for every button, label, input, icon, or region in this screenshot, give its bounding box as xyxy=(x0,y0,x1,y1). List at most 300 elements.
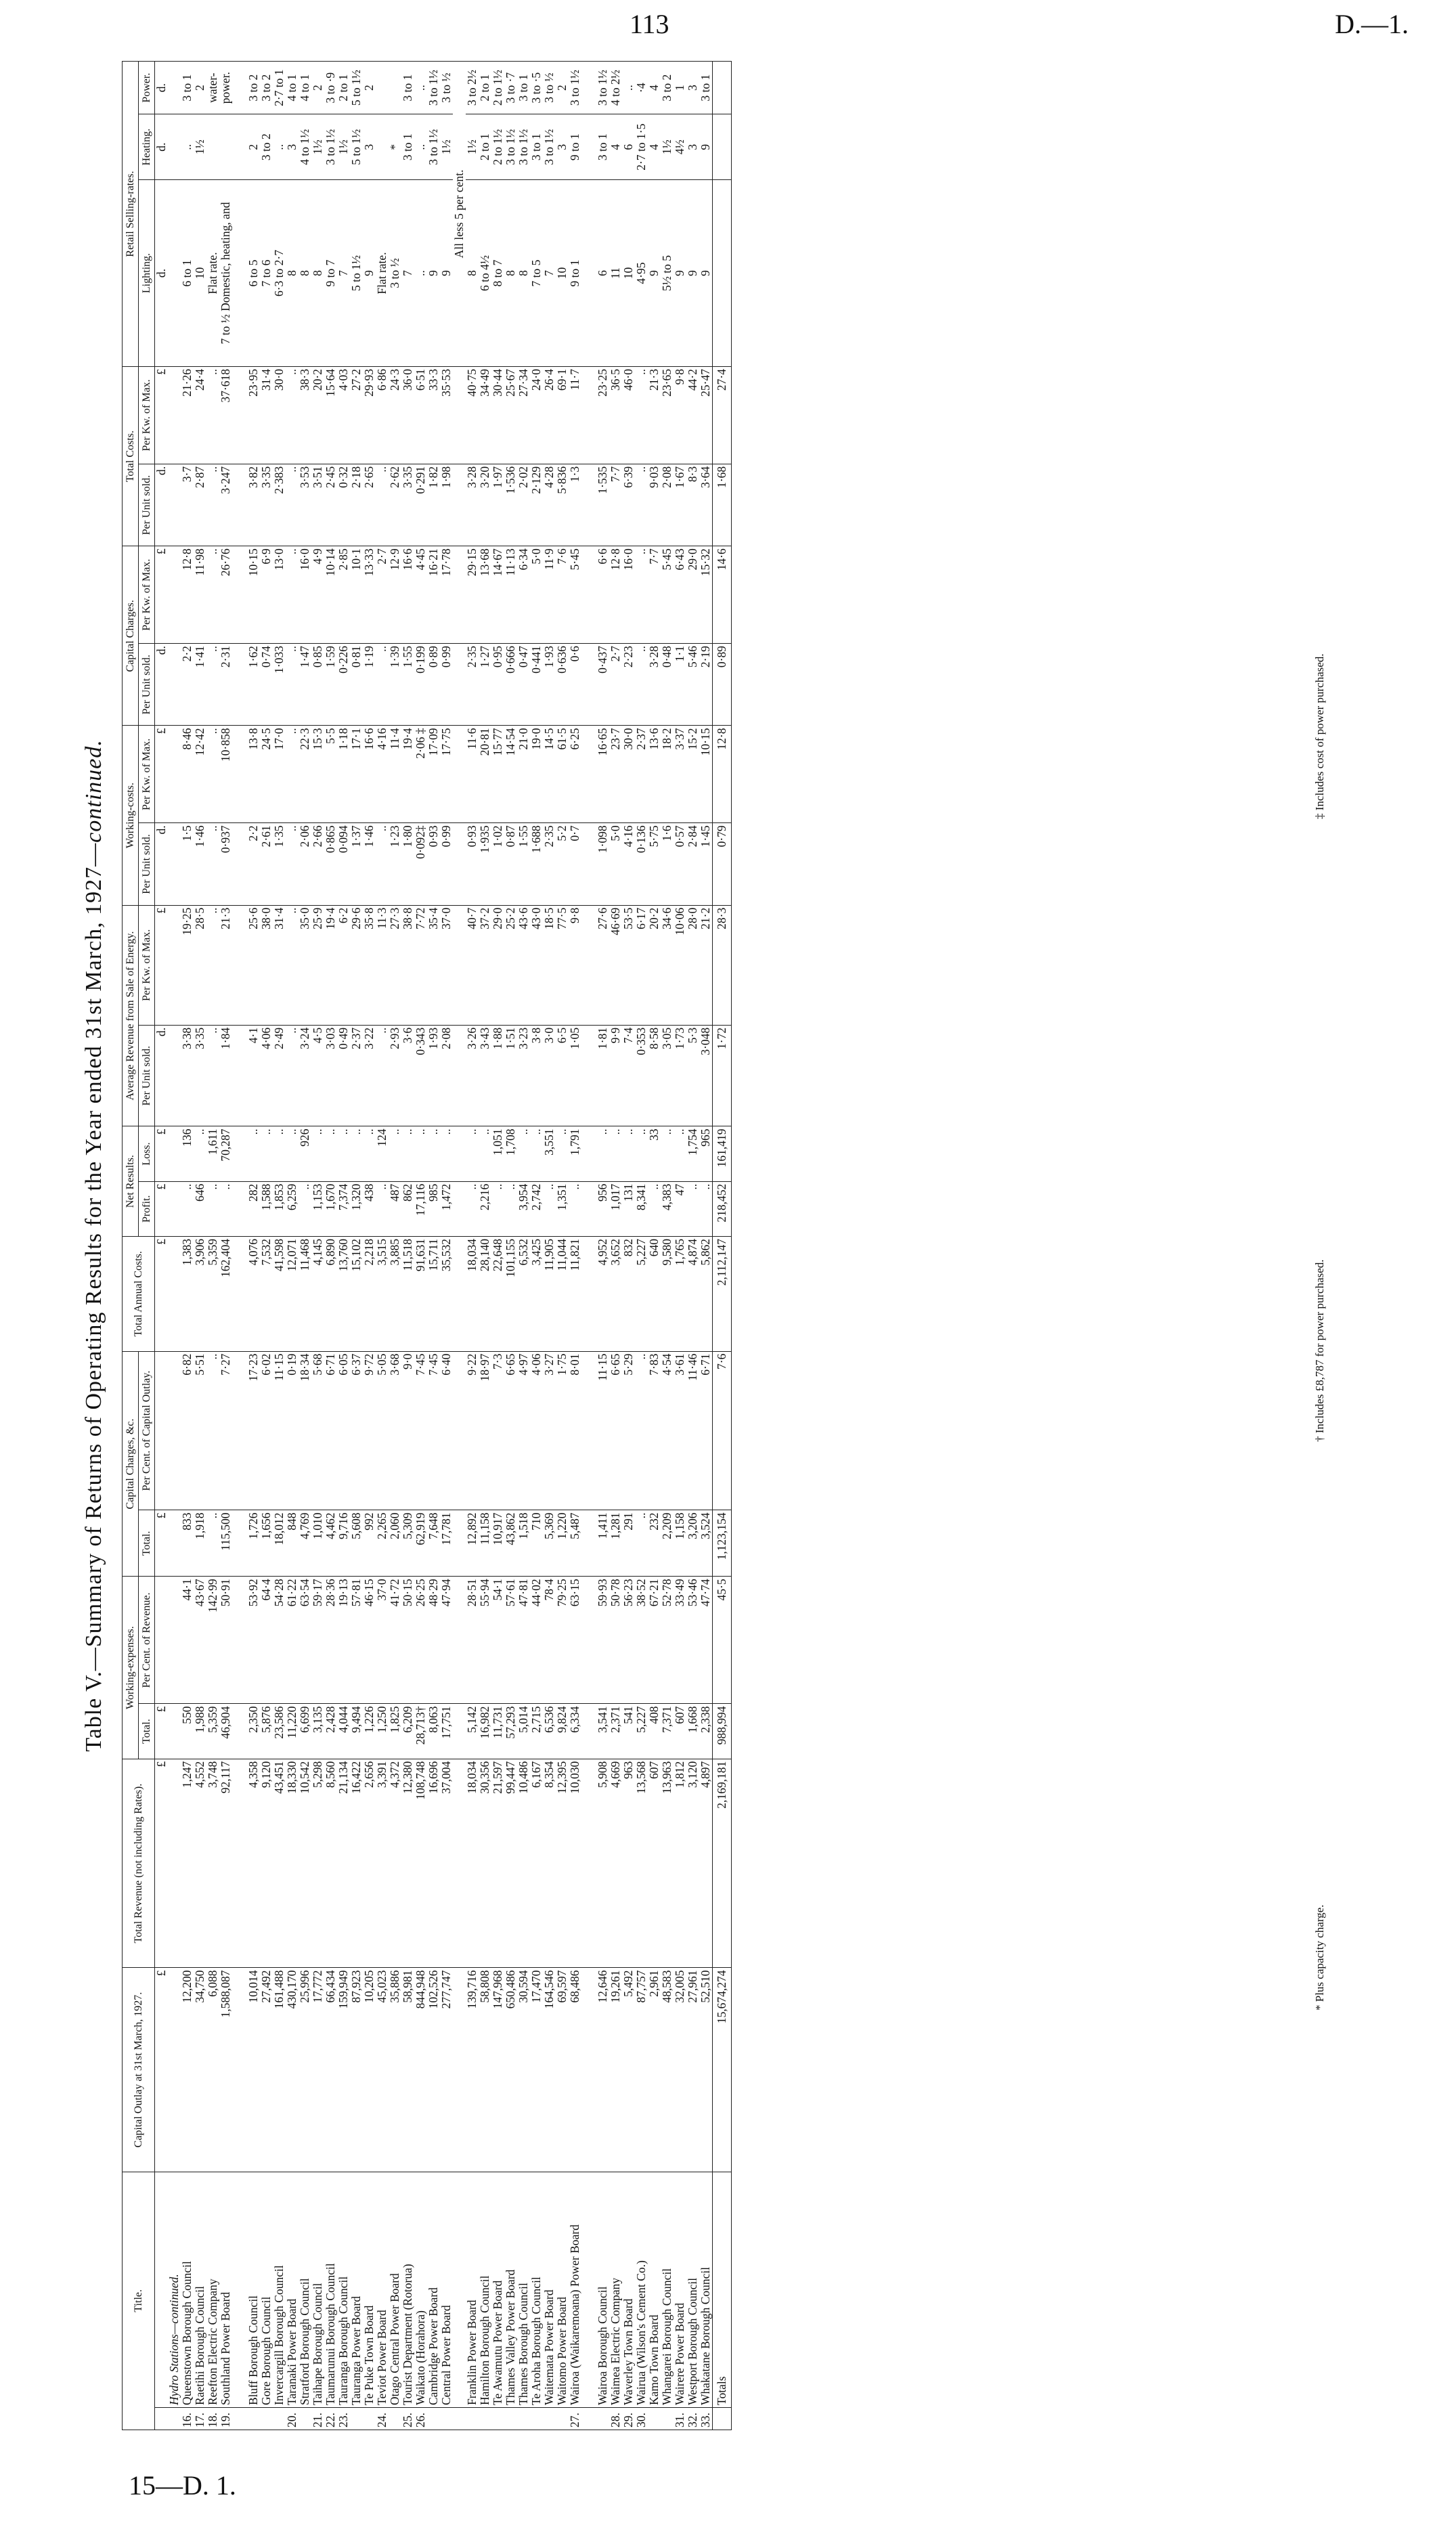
cell-tc-kw: 20·2 xyxy=(311,367,324,464)
cell-cap-unit: 1·39 xyxy=(389,644,401,726)
cell-revenue: 99,447 xyxy=(504,1759,517,1968)
cell-power: 3 to ½ xyxy=(543,62,556,114)
cell-heating: 3 xyxy=(686,114,699,180)
cell-tc-unit: 8·3 xyxy=(686,464,699,546)
cell-avg-kw: 35·0 xyxy=(299,905,311,1025)
cell-profit: 47 xyxy=(674,1181,686,1236)
total-power xyxy=(713,62,732,114)
row-number xyxy=(350,2408,363,2430)
cell-avg-unit: 3·22 xyxy=(363,1025,376,1126)
cell-wc-kw: 13·6 xyxy=(648,726,661,823)
spacer-cell xyxy=(581,823,596,905)
cell-wc-unit: 0·094 xyxy=(337,823,350,905)
cell-cc-total: 17,781 xyxy=(440,1510,453,1577)
header-wc-kw: Per Kw. of Max. xyxy=(139,726,155,823)
row-title: Whakatane Borough Council xyxy=(699,2172,713,2407)
cell-avg-kw: 35·4 xyxy=(427,905,440,1025)
row-title: Thames Valley Power Board xyxy=(504,2172,517,2407)
row-title: Waimea Electric Company xyxy=(609,2172,622,2407)
cell-wc-kw: 10·858 xyxy=(219,726,232,823)
table-row xyxy=(635,62,648,2430)
cell-avg-kw: 37·2 xyxy=(479,905,491,1025)
cell-we-pct: 41·72 xyxy=(389,1577,401,1704)
row-title: Teviot Power Board xyxy=(376,2172,389,2407)
cell-wc-unit: 1·35 xyxy=(273,823,286,905)
cell-avg-kw: 27·3 xyxy=(389,905,401,1025)
empty-cell xyxy=(168,1759,181,1968)
row-number: 30. xyxy=(635,2408,648,2430)
cell-wc-unit: 2·84 xyxy=(686,823,699,905)
cell-we-total: 9,494 xyxy=(350,1704,363,1759)
cell-cap-kw: 12·8 xyxy=(609,546,622,644)
cell-power: 2·7 to 1 xyxy=(273,62,286,114)
cell-avg-unit: 3·23 xyxy=(517,1025,530,1126)
cell-profit: 8,341 xyxy=(635,1181,648,1236)
cell-cap-unit: 1·033 xyxy=(273,644,286,726)
cell-profit: 6,259 xyxy=(286,1181,299,1236)
row-title: Bluff Borough Council xyxy=(247,2172,260,2407)
spacer-cell xyxy=(581,1577,596,1704)
cell-cc-total: 2,209 xyxy=(661,1510,674,1577)
cell-tc-kw: 27·34 xyxy=(517,367,530,464)
header-capital-outlay: Capital Outlay at 31st March, 1927. xyxy=(123,1968,155,2172)
cell-cc-total: 10,917 xyxy=(491,1510,504,1577)
cell-we-total: 607 xyxy=(674,1704,686,1759)
header-profit: Profit. xyxy=(139,1181,155,1236)
cell-lighting: 7 to ½ Domestic, heating, and xyxy=(219,180,232,367)
cell-total-annual: 41,598 xyxy=(273,1236,286,1351)
table-row xyxy=(401,62,414,2430)
cell-power: .. xyxy=(414,62,427,114)
cell-lighting: 10 xyxy=(622,180,635,367)
row-title: Taranaki Power Board xyxy=(286,2172,299,2407)
cell-cc-pct: 7·27 xyxy=(219,1351,232,1510)
cell-tc-kw: 33·3 xyxy=(427,367,440,464)
cell-tc-unit: 2·02 xyxy=(517,464,530,546)
cell-heating: 3 to 1½ xyxy=(504,114,517,180)
cell-we-total: 5,142 xyxy=(466,1704,479,1759)
cell-tc-unit: 2·87 xyxy=(194,464,206,546)
spacer-cell xyxy=(581,1126,596,1181)
cell-wc-unit: 1·688 xyxy=(530,823,543,905)
cell-cap-kw: 16·6 xyxy=(401,546,414,644)
cell-power: ·4 xyxy=(635,62,648,114)
row-title: Wairoa (Waikaremoana) Power Board xyxy=(569,2172,581,2407)
cell-revenue: 1,247 xyxy=(181,1759,194,1968)
empty-cell xyxy=(453,1236,466,1351)
row-number xyxy=(440,2408,453,2430)
cell-heating: 9 to 1 xyxy=(569,114,581,180)
cell-cap-unit: 0·74 xyxy=(260,644,273,726)
cell-avg-kw: 10·06 xyxy=(674,905,686,1025)
page-reference: D.—1. xyxy=(1335,9,1409,39)
cell-loss: .. xyxy=(622,1126,635,1181)
cell-loss: 1,051 xyxy=(491,1126,504,1181)
cell-revenue: 5,298 xyxy=(311,1759,324,1968)
cell-capital: 58,981 xyxy=(401,1968,414,2172)
row-title: Tauranga Borough Council xyxy=(337,2172,350,2407)
cell-wc-unit: 0·93 xyxy=(427,823,440,905)
cell-profit: .. xyxy=(686,1181,699,1236)
totals-label: Totals xyxy=(713,2172,732,2407)
cell-cc-pct: 11·15 xyxy=(596,1351,609,1510)
cell-capital: 34,750 xyxy=(194,1968,206,2172)
cell-wc-kw: 17·1 xyxy=(350,726,363,823)
cell-power: 2 xyxy=(363,62,376,114)
cell-wc-unit: 1·098 xyxy=(596,823,609,905)
cell-heating: 2 xyxy=(247,114,260,180)
cell-revenue: 10,542 xyxy=(299,1759,311,1968)
cell-we-pct: 38·52 xyxy=(635,1577,648,1704)
cell-cap-kw: 14·67 xyxy=(491,546,504,644)
cell-wc-unit: 1·46 xyxy=(363,823,376,905)
cell-wc-kw: 17·0 xyxy=(273,726,286,823)
cell-loss: .. xyxy=(609,1126,622,1181)
cell-tc-unit: 3·35 xyxy=(260,464,273,546)
cell-lighting: Flat rate. xyxy=(206,180,219,367)
cell-total-annual: 9,580 xyxy=(661,1236,674,1351)
cell-heating: 3 to 1½ xyxy=(517,114,530,180)
cell-cap-kw: .. xyxy=(635,546,648,644)
cell-avg-unit: 3·03 xyxy=(324,1025,337,1126)
cell-tc-unit: 3·247 xyxy=(219,464,232,546)
cell-wc-kw: 21·0 xyxy=(517,726,530,823)
cell-tc-unit: 3·51 xyxy=(311,464,324,546)
cell-avg-unit: 1·88 xyxy=(491,1025,504,1126)
cell-cap-unit: 1·27 xyxy=(479,644,491,726)
cell-profit: 1,351 xyxy=(556,1181,569,1236)
unit-cell: d. xyxy=(155,1025,169,1126)
cell-wc-kw: 61·5 xyxy=(556,726,569,823)
cell-total-annual: 15,711 xyxy=(427,1236,440,1351)
table-row xyxy=(219,62,232,2430)
cell-total-annual: 1,765 xyxy=(674,1236,686,1351)
empty-cell xyxy=(453,1577,466,1704)
empty-cell xyxy=(168,726,181,823)
cell-cap-unit: 0·81 xyxy=(350,644,363,726)
cell-revenue: 13,963 xyxy=(661,1759,674,1968)
cell-profit: .. xyxy=(648,1181,661,1236)
footer-reference: 15—D. 1. xyxy=(129,2470,236,2501)
row-title: Kamo Town Board xyxy=(648,2172,661,2407)
cell-tc-unit: 7·7 xyxy=(609,464,622,546)
cell-cap-kw: 10·1 xyxy=(350,546,363,644)
cell-we-total: 5,227 xyxy=(635,1704,648,1759)
cell-wc-unit: 0·99 xyxy=(440,823,453,905)
cell-cap-unit: 0·95 xyxy=(491,644,504,726)
cell-avg-kw: 21·3 xyxy=(219,905,232,1025)
cell-revenue: 21,597 xyxy=(491,1759,504,1968)
cell-cap-unit: 3·28 xyxy=(648,644,661,726)
spacer-cell xyxy=(232,464,247,546)
cell-power: 3 to 1½ xyxy=(596,62,609,114)
unit-cell: d. xyxy=(155,464,169,546)
total-cap-kw: 14·6 xyxy=(713,546,732,644)
cell-lighting: 9 xyxy=(699,180,713,367)
cell-we-total: 46,904 xyxy=(219,1704,232,1759)
cell-total-annual: 91,631 xyxy=(414,1236,427,1351)
cell-revenue: 5,908 xyxy=(596,1759,609,1968)
cell-wc-kw: 15·3 xyxy=(311,726,324,823)
spacer-cell xyxy=(232,1236,247,1351)
cell-wc-kw: 13·8 xyxy=(247,726,260,823)
cell-total-annual: 6,532 xyxy=(517,1236,530,1351)
cell-capital: 10,205 xyxy=(363,1968,376,2172)
spacer-cell xyxy=(232,1126,247,1181)
cell-cc-pct: 11·46 xyxy=(686,1351,699,1510)
cell-avg-unit: 1·84 xyxy=(219,1025,232,1126)
cell-cc-pct: 11·15 xyxy=(273,1351,286,1510)
cell-we-pct: 54·1 xyxy=(491,1577,504,1704)
cell-loss: .. xyxy=(389,1126,401,1181)
cell-we-total: 2,715 xyxy=(530,1704,543,1759)
cell-wc-unit: 2·66 xyxy=(311,823,324,905)
cell-total-annual: 13,760 xyxy=(337,1236,350,1351)
cell-avg-unit: 6·5 xyxy=(556,1025,569,1126)
cell-tc-kw: 23·65 xyxy=(661,367,674,464)
cell-avg-unit: 5·3 xyxy=(686,1025,699,1126)
table-row xyxy=(311,62,324,2430)
row-number xyxy=(260,2408,273,2430)
cell-wc-unit: .. xyxy=(286,823,299,905)
cell-we-pct: 59·93 xyxy=(596,1577,609,1704)
cell-tc-unit: 9·03 xyxy=(648,464,661,546)
spacer-cell xyxy=(232,823,247,905)
cell-wc-unit: 5·2 xyxy=(556,823,569,905)
header-tc-unit: Per Unit sold. xyxy=(139,464,155,546)
row-number xyxy=(556,2408,569,2430)
cell-cc-pct: 6·05 xyxy=(337,1351,350,1510)
cell-cc-pct: 5·68 xyxy=(311,1351,324,1510)
cell-capital: 147,968 xyxy=(491,1968,504,2172)
cell-avg-unit: 0·353 xyxy=(635,1025,648,1126)
cell-profit: 1,588 xyxy=(260,1181,273,1236)
cell-power: 3 to 1 xyxy=(401,62,414,114)
header-we-total: Total. xyxy=(139,1704,155,1759)
header-heating: Heating. xyxy=(139,114,155,180)
header-loss: Loss. xyxy=(139,1126,155,1181)
cell-tc-kw: 6·86 xyxy=(376,367,389,464)
table-row xyxy=(466,62,479,2430)
cell-cap-kw: 6·34 xyxy=(517,546,530,644)
cell-total-annual: 3,652 xyxy=(609,1236,622,1351)
cell-loss: 926 xyxy=(299,1126,311,1181)
spacer-cell xyxy=(581,1025,596,1126)
cell-lighting: 8 to 7 xyxy=(491,180,504,367)
cell-cc-pct: 7·3 xyxy=(491,1351,504,1510)
cell-wc-kw: 5·5 xyxy=(324,726,337,823)
cell-we-pct: 53·92 xyxy=(247,1577,260,1704)
cell-we-pct: 47·81 xyxy=(517,1577,530,1704)
cell-power: 2 xyxy=(311,62,324,114)
cell-cc-total: .. xyxy=(206,1510,219,1577)
cell-wc-unit: 0·092‡ xyxy=(414,823,427,905)
cell-we-pct: 19·13 xyxy=(337,1577,350,1704)
cell-tc-unit: 3·7 xyxy=(181,464,194,546)
row-title: Wairoa Borough Council xyxy=(596,2172,609,2407)
cell-wc-kw: 19·4 xyxy=(401,726,414,823)
row-number xyxy=(363,2408,376,2430)
cell-cap-kw: 5·0 xyxy=(530,546,543,644)
cell-avg-unit: .. xyxy=(286,1025,299,1126)
cell-total-annual: 1,383 xyxy=(181,1236,194,1351)
spacer-cell xyxy=(581,1968,596,2172)
cell-profit: .. xyxy=(504,1181,517,1236)
cell-wc-kw: 16·6 xyxy=(363,726,376,823)
cell-tc-kw: 26·4 xyxy=(543,367,556,464)
total-cc-total: 1,123,154 xyxy=(713,1510,732,1577)
cell-wc-kw: 8·46 xyxy=(181,726,194,823)
cell-cc-total: 710 xyxy=(530,1510,543,1577)
cell-heating: 3 xyxy=(363,114,376,180)
cell-loss: .. xyxy=(530,1126,543,1181)
cell-tc-unit: 1·3 xyxy=(569,464,581,546)
cell-cap-unit: 0·48 xyxy=(661,644,674,726)
cell-cc-total: 43,862 xyxy=(504,1510,517,1577)
cell-profit: 1,017 xyxy=(609,1181,622,1236)
totals-row xyxy=(713,62,732,2430)
cell-avg-unit: 1·73 xyxy=(674,1025,686,1126)
row-title: Wairere Power Board xyxy=(674,2172,686,2407)
cell-cap-unit: 1·62 xyxy=(247,644,260,726)
cell-heating xyxy=(219,114,232,180)
cell-heating: 4 xyxy=(648,114,661,180)
cell-wc-unit: 0·865 xyxy=(324,823,337,905)
cell-lighting: 9 xyxy=(427,180,440,367)
cell-lighting: 6 to 1 xyxy=(181,180,194,367)
units-row xyxy=(155,62,169,2430)
cell-heating: 3 xyxy=(286,114,299,180)
cell-tc-unit: 3·53 xyxy=(299,464,311,546)
cell-we-pct: 46·15 xyxy=(363,1577,376,1704)
cell-we-pct: 44·02 xyxy=(530,1577,543,1704)
total-we-pct: 45·5 xyxy=(713,1577,732,1704)
cell-cc-total: 18,012 xyxy=(273,1510,286,1577)
cell-cc-pct: 3·68 xyxy=(389,1351,401,1510)
cell-avg-unit: 7·4 xyxy=(622,1025,635,1126)
cell-avg-unit: 2·49 xyxy=(273,1025,286,1126)
cell-tc-kw: .. xyxy=(286,367,299,464)
cell-wc-kw: 6·25 xyxy=(569,726,581,823)
row-number xyxy=(273,2408,286,2430)
spacer-row xyxy=(232,62,247,2430)
cell-capital: 52,510 xyxy=(699,1968,713,2172)
cell-loss: .. xyxy=(517,1126,530,1181)
cell-avg-kw: 38·0 xyxy=(260,905,273,1025)
cell-cap-unit: 0·441 xyxy=(530,644,543,726)
cell-cc-pct: 9·0 xyxy=(401,1351,414,1510)
cell-cap-unit: 2·2 xyxy=(181,644,194,726)
cell-cap-unit: .. xyxy=(635,644,648,726)
cell-capital: 277,747 xyxy=(440,1968,453,2172)
cell-wc-kw: 11·4 xyxy=(389,726,401,823)
cell-tc-unit: 1·67 xyxy=(674,464,686,546)
cell-tc-unit: 2·65 xyxy=(363,464,376,546)
cell-tc-kw: 4·03 xyxy=(337,367,350,464)
footnote-dagger: † Includes £8,787 for power purchased. xyxy=(1313,1259,1326,1442)
cell-wc-unit: .. xyxy=(376,823,389,905)
row-title: Waverley Town Board xyxy=(622,2172,635,2407)
cell-revenue: 13,568 xyxy=(635,1759,648,1968)
cell-total-annual: 3,885 xyxy=(389,1236,401,1351)
cell-cc-total: 3,206 xyxy=(686,1510,699,1577)
empty-cell xyxy=(453,1759,466,1968)
cell-cc-total: 1,158 xyxy=(674,1510,686,1577)
cell-heating xyxy=(206,114,219,180)
cell-cap-unit: 2·35 xyxy=(466,644,479,726)
cell-we-total: 11,731 xyxy=(491,1704,504,1759)
cell-profit: .. xyxy=(376,1181,389,1236)
spacer-cell xyxy=(581,367,596,464)
cell-we-pct: 78·4 xyxy=(543,1577,556,1704)
cell-we-pct: 57·61 xyxy=(504,1577,517,1704)
spacer-cell xyxy=(232,644,247,726)
cell-cap-kw: 16·21 xyxy=(427,546,440,644)
cell-capital: 164,546 xyxy=(543,1968,556,2172)
cell-avg-kw: 11·3 xyxy=(376,905,389,1025)
cell-lighting: 8 xyxy=(504,180,517,367)
cell-total-annual: 11,468 xyxy=(299,1236,311,1351)
cell-cc-total: 1,220 xyxy=(556,1510,569,1577)
cell-loss: .. xyxy=(479,1126,491,1181)
unit-cell: d. xyxy=(155,823,169,905)
row-number: 21. xyxy=(311,2408,324,2430)
empty-cell xyxy=(168,546,181,644)
cell-tc-unit: 5·836 xyxy=(556,464,569,546)
cell-total-annual: 7,532 xyxy=(260,1236,273,1351)
cell-heating: .. xyxy=(414,114,427,180)
cell-loss: .. xyxy=(194,1126,206,1181)
cell-loss: .. xyxy=(337,1126,350,1181)
cell-revenue: 8,354 xyxy=(543,1759,556,1968)
cell-we-pct: 28·36 xyxy=(324,1577,337,1704)
cell-avg-unit: 2·08 xyxy=(440,1025,453,1126)
cell-cc-pct: 6·02 xyxy=(260,1351,273,1510)
cell-power: 3 to 2 xyxy=(260,62,273,114)
cell-wc-kw: 22·3 xyxy=(299,726,311,823)
row-number: 22. xyxy=(324,2408,337,2430)
spacer-cell xyxy=(232,1968,247,2172)
cell-heating: 2 to 1½ xyxy=(491,114,504,180)
cell-loss: .. xyxy=(247,1126,260,1181)
cell-lighting: 9 xyxy=(440,180,453,367)
row-title: Gore Borough Council xyxy=(260,2172,273,2407)
cell-heating: 1½ xyxy=(337,114,350,180)
cell-cap-kw: 10·15 xyxy=(247,546,260,644)
cell-cc-total: 62,919 xyxy=(414,1510,427,1577)
table-row xyxy=(247,62,260,2430)
cell-loss: 136 xyxy=(181,1126,194,1181)
header-cc-pct: Per Cent. of Capital Outlay. xyxy=(139,1351,155,1510)
empty-cell xyxy=(168,1968,181,2172)
cell-tc-kw: 21·26 xyxy=(181,367,194,464)
row-number: 23. xyxy=(337,2408,350,2430)
row-title: Te Puke Town Board xyxy=(363,2172,376,2407)
cell-capital: 5,492 xyxy=(622,1968,635,2172)
cell-cap-unit: .. xyxy=(286,644,299,726)
unit-cell: d. xyxy=(155,180,169,367)
row-number xyxy=(389,2408,401,2430)
cell-avg-kw: .. xyxy=(286,905,299,1025)
cell-power: 3 to 1½ xyxy=(569,62,581,114)
cell-avg-unit: 0·49 xyxy=(337,1025,350,1126)
cell-cc-total: 115,500 xyxy=(219,1510,232,1577)
cell-wc-unit: 0·136 xyxy=(635,823,648,905)
cell-power: 2 to 1 xyxy=(479,62,491,114)
cell-cc-pct: 6·82 xyxy=(181,1351,194,1510)
cell-profit: 2,742 xyxy=(530,1181,543,1236)
unit-cell: £ xyxy=(155,1236,169,1351)
